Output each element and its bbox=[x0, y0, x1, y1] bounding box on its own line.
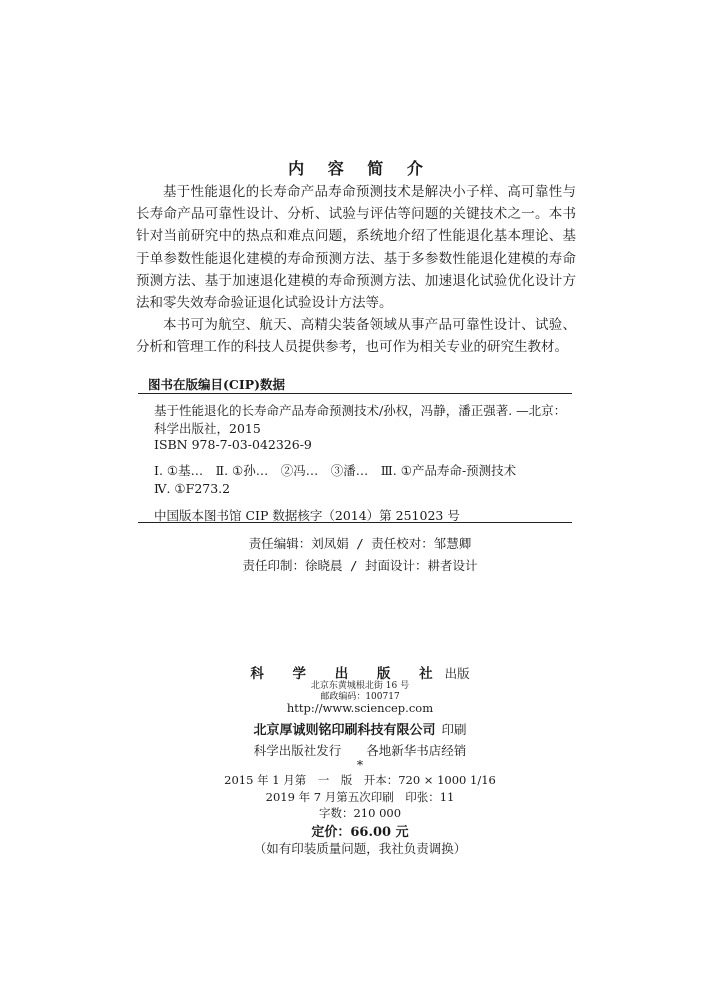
credit-editor: 责任编辑：刘凤娟 bbox=[248, 536, 349, 551]
publisher-website: http://www.sciencep.com bbox=[286, 701, 434, 715]
cip-top-rule bbox=[138, 393, 572, 394]
publisher-suffix: 出版 bbox=[444, 666, 470, 681]
intro-body bbox=[136, 181, 576, 359]
edition-line: 2015 年 1 月第 一 版 开本：720 × 1000 1/16 bbox=[224, 773, 496, 787]
cip-title-line: 基于性能退化的长寿命产品寿命预测技术/孙权，冯静，潘正强著. —北京： bbox=[154, 403, 567, 418]
cip-library-record: 中国版本图书馆 CIP 数据核字（2014）第 251023 号 bbox=[154, 508, 460, 523]
cip-classification-1: Ⅰ. ①基… Ⅱ. ①孙… ②冯… ③潘… Ⅲ. ①产品寿命-预测技术 bbox=[154, 463, 517, 478]
publisher-postcode: 邮政编码：100717 bbox=[320, 692, 400, 702]
distribution-line: 科学出版社发行 各地新华书店经销 bbox=[253, 743, 467, 758]
cip-isbn: ISBN 978-7-03-042326-9 bbox=[154, 437, 312, 452]
publisher-name: 科 学 出 版 社 bbox=[250, 666, 445, 682]
printer-line bbox=[0, 719, 720, 738]
price: 定价：66.00 元 bbox=[311, 825, 409, 840]
credit-proofreader: 责任校对：邹慧卿 bbox=[371, 536, 472, 551]
intro-title: 内 容 简 介 bbox=[288, 159, 432, 178]
quality-notice: （如有印装质量问题，我社负责调换） bbox=[253, 841, 467, 856]
credits-row-2 bbox=[0, 556, 720, 574]
printing-line: 2019 年 7 月第五次印刷 印张：11 bbox=[265, 790, 455, 804]
printer-name: 北京厚诚则铭印刷科技有限公司 bbox=[253, 723, 436, 738]
credit-separator-2: / bbox=[349, 558, 358, 573]
intro-paragraph-1: 基于性能退化的长寿命产品寿命预测技术是解决小子样、高可靠性与长寿命产品可靠性设计、分析、试验与评估等问题的关键技术之一。本书针对当前研究中的热点和难点问题，系统地介绍了性能退化基本理论、基于单参数性能退化建模的寿命预测方法、基于多参数性能退化建模的寿命预测方法、基于加速退化建模的寿命预测方法、加速退化试验优化设计方法和零失效寿命验证退化试验设计方法等。 bbox=[136, 184, 576, 312]
cip-classification-2: Ⅳ. ①F273.2 bbox=[154, 481, 231, 496]
cip-heading: 图书在版编目(CIP)数据 bbox=[148, 377, 286, 392]
credit-cover-design: 封面设计：耕者设计 bbox=[365, 558, 478, 573]
credit-print-manager: 责任印制：徐晓晨 bbox=[242, 558, 343, 573]
separator-star: * bbox=[356, 757, 364, 772]
printer-suffix: 印刷 bbox=[441, 722, 467, 737]
credits-row-1 bbox=[0, 534, 720, 552]
intro-paragraph-2: 本书可为航空、航天、高精尖装备领域从事产品可靠性设计、试验、分析和管理工作的科技人员提供参考，也可作为相关专业的研究生教材。 bbox=[136, 317, 576, 356]
publisher-address: 北京东黄城根北街 16 号 bbox=[310, 681, 410, 691]
word-count: 字数：210 000 bbox=[318, 806, 402, 820]
cip-publisher-line: 科学出版社，2015 bbox=[154, 421, 261, 436]
credit-separator: / bbox=[356, 536, 364, 551]
